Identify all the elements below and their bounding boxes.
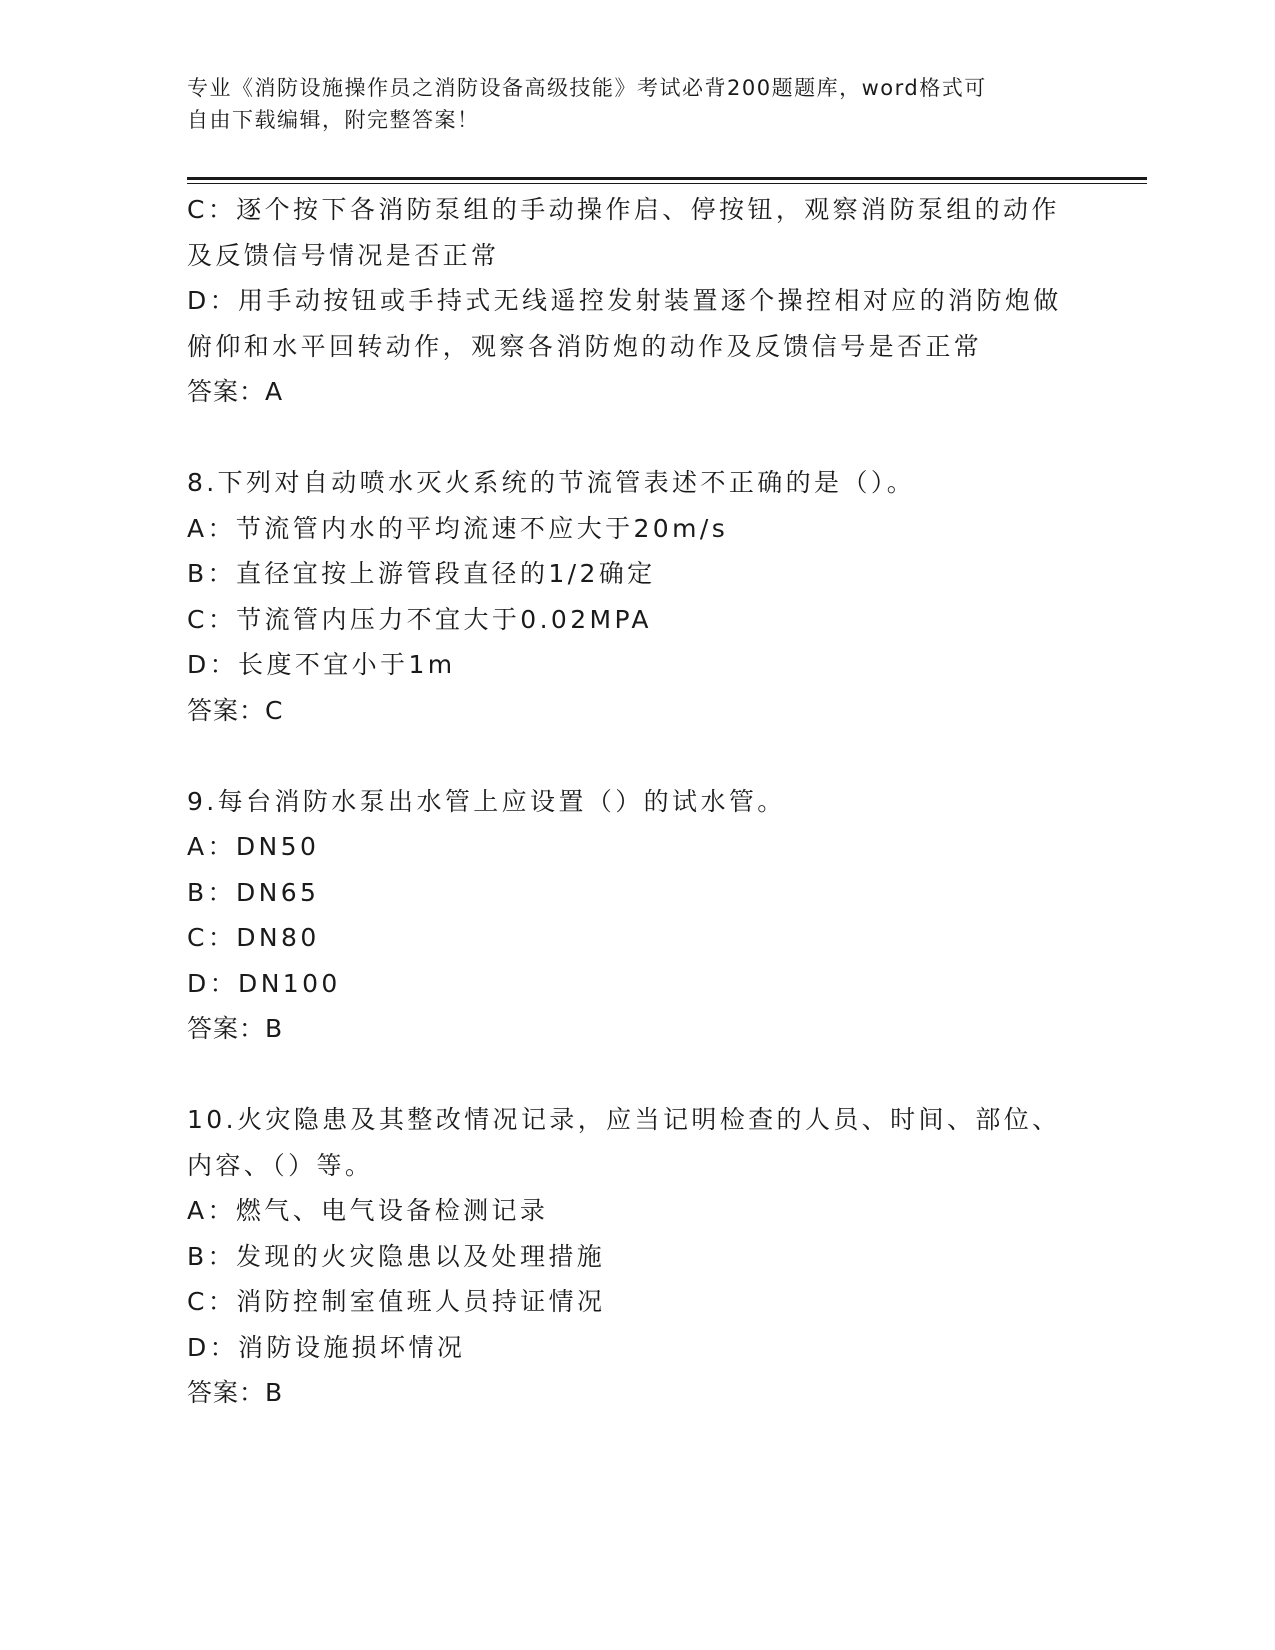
- option-a: A：DN50: [187, 832, 320, 861]
- question-8: [187, 460, 1087, 733]
- option-c: C：消防控制室值班人员持证情况: [187, 1287, 606, 1316]
- option-d: D：消防设施损坏情况: [187, 1332, 466, 1362]
- question-9: [187, 779, 1087, 1052]
- option-c-line-2: 及反馈信号情况是否正常: [187, 240, 500, 270]
- answer: 答案：C: [187, 695, 284, 725]
- spacer: [187, 415, 1087, 461]
- question-list: [187, 187, 1087, 1416]
- option-d-line-2: 俯仰和水平回转动作，观察各消防炮的动作及反馈信号是否正常: [187, 331, 983, 361]
- question-stem-line-2: 内容、（）等。: [187, 1150, 374, 1180]
- option-c: C：DN80: [187, 923, 320, 952]
- header-line-1: 专业《消防设施操作员之消防设备高级技能》考试必背200题题库，word格式可: [187, 76, 987, 100]
- answer: 答案：B: [187, 1378, 284, 1407]
- option-a: A：燃气、电气设备检测记录: [187, 1196, 549, 1225]
- option-c: C：节流管内压力不宜大于0.02MPA: [187, 604, 652, 634]
- header-line-2: 自由下载编辑，附完整答案！: [187, 108, 480, 132]
- question-stem: 9.每台消防水泵出水管上应设置（）的试水管。: [187, 786, 786, 816]
- option-d: D：DN100: [187, 968, 341, 998]
- spacer: [187, 733, 1087, 779]
- option-b: B：直径宜按上游管段直径的1/2确定: [187, 559, 656, 588]
- document-header: [187, 72, 1087, 136]
- header-divider-thin: [187, 183, 1147, 184]
- spacer: [187, 1052, 1087, 1098]
- option-d-line-1: D：用手动按钮或手持式无线遥控发射装置逐个操控相对应的消防炮做: [187, 286, 1062, 315]
- option-a: A：节流管内水的平均流速不应大于20m/s: [187, 513, 729, 543]
- answer: 答案：B: [187, 1014, 284, 1043]
- option-c-line-1: C：逐个按下各消防泵组的手动操作启、停按钮，观察消防泵组的动作: [187, 195, 1060, 224]
- answer: 答案：A: [187, 377, 284, 406]
- option-b: B：DN65: [187, 877, 320, 907]
- question-7-continued: [187, 187, 1087, 415]
- question-10: [187, 1097, 1087, 1416]
- question-stem-line-1: 10.火灾隐患及其整改情况记录，应当记明检查的人员、时间、部位、: [187, 1105, 1061, 1134]
- option-b: B：发现的火灾隐患以及处理措施: [187, 1241, 606, 1271]
- option-d: D：长度不宜小于1m: [187, 650, 456, 679]
- header-divider-thick: [187, 177, 1147, 180]
- question-stem: 8.下列对自动喷水灭火系统的节流管表述不正确的是（）。: [187, 468, 916, 497]
